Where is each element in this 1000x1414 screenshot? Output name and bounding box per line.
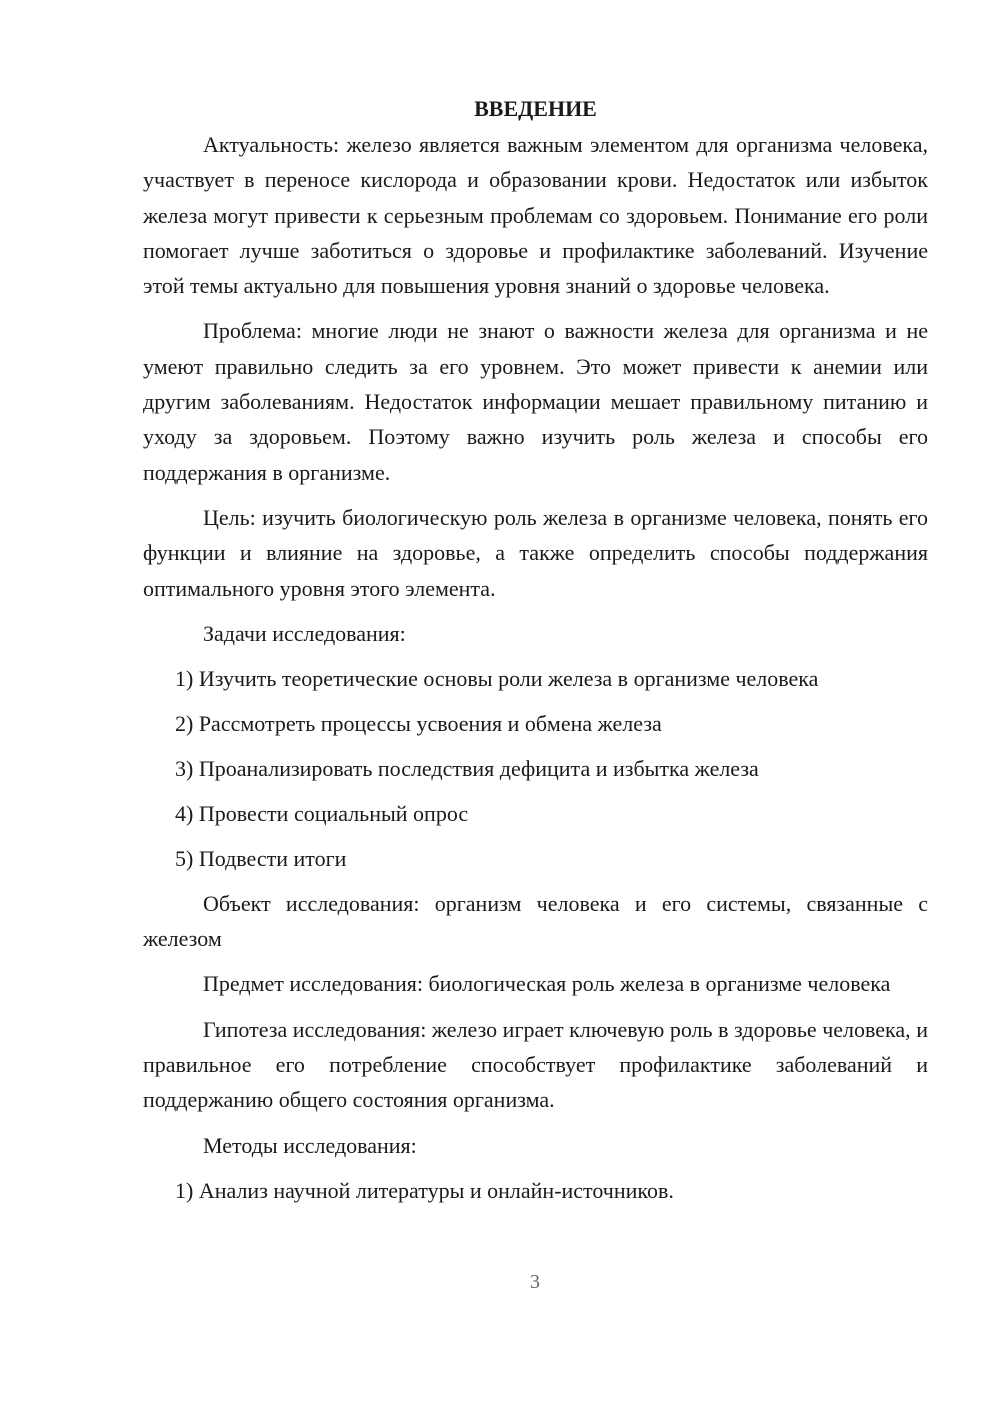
task-item: 1) Изучить теоретические основы роли железа в организме человека [175,665,819,691]
section-title: ВВЕДЕНИЕ [474,96,597,121]
hypothesis-paragraph: Гипотеза исследования: железо играет ключевую роль в здоровье человека, и правильное его потребление способствует профилактике заболеваний и поддержанию общего состояния организма. [143,1016,928,1113]
task-item: 4) Провести социальный опрос [175,800,469,826]
object-paragraph: Объект исследования: организм человека и его системы, связанные с железом [143,890,928,952]
page-number: 3 [530,1271,540,1293]
relevance-paragraph: Актуальность: железо является важным элементом для организма человека, участвует в переносе кислорода и образовании крови. Недостаток или избыток железа могут привести к серьезным проблемам со здоровьем. Понимание его роли помогает лучше заботиться о здоровье и профилактике заболеваний. Изучение этой темы актуально для повышения уровня знаний о здоровье человека. [143,132,928,299]
task-item: 5) Подвести итоги [175,845,347,871]
task-item: 2) Рассмотреть процессы усвоения и обмена железа [175,710,662,736]
document-page [143,92,928,1218]
subject-paragraph: Предмет исследования: биологическая роль железа в организме человека [203,971,891,997]
methods-heading: Методы исследования: [203,1132,417,1158]
goal-paragraph: Цель: изучить биологическую роль железа в организме человека, понять его функции и влияние на здоровье, а также определить способы поддержания оптимального уровня этого элемента. [143,504,928,601]
problem-paragraph: Проблема: многие люди не знают о важности железа для организма и не умеют правильно следить за его уровнем. Это может привести к анемии или другим заболеваниям. Недостаток информации мешает правильному питанию и уходу за здоровьем. Поэтому важно изучить роль железа и способы его поддержания в организме. [143,318,928,485]
task-item: 3) Проанализировать последствия дефицита и избытка железа [175,755,759,781]
tasks-heading: Задачи исследования: [203,620,406,646]
method-item: 1) Анализ научной литературы и онлайн-источников. [175,1177,674,1203]
